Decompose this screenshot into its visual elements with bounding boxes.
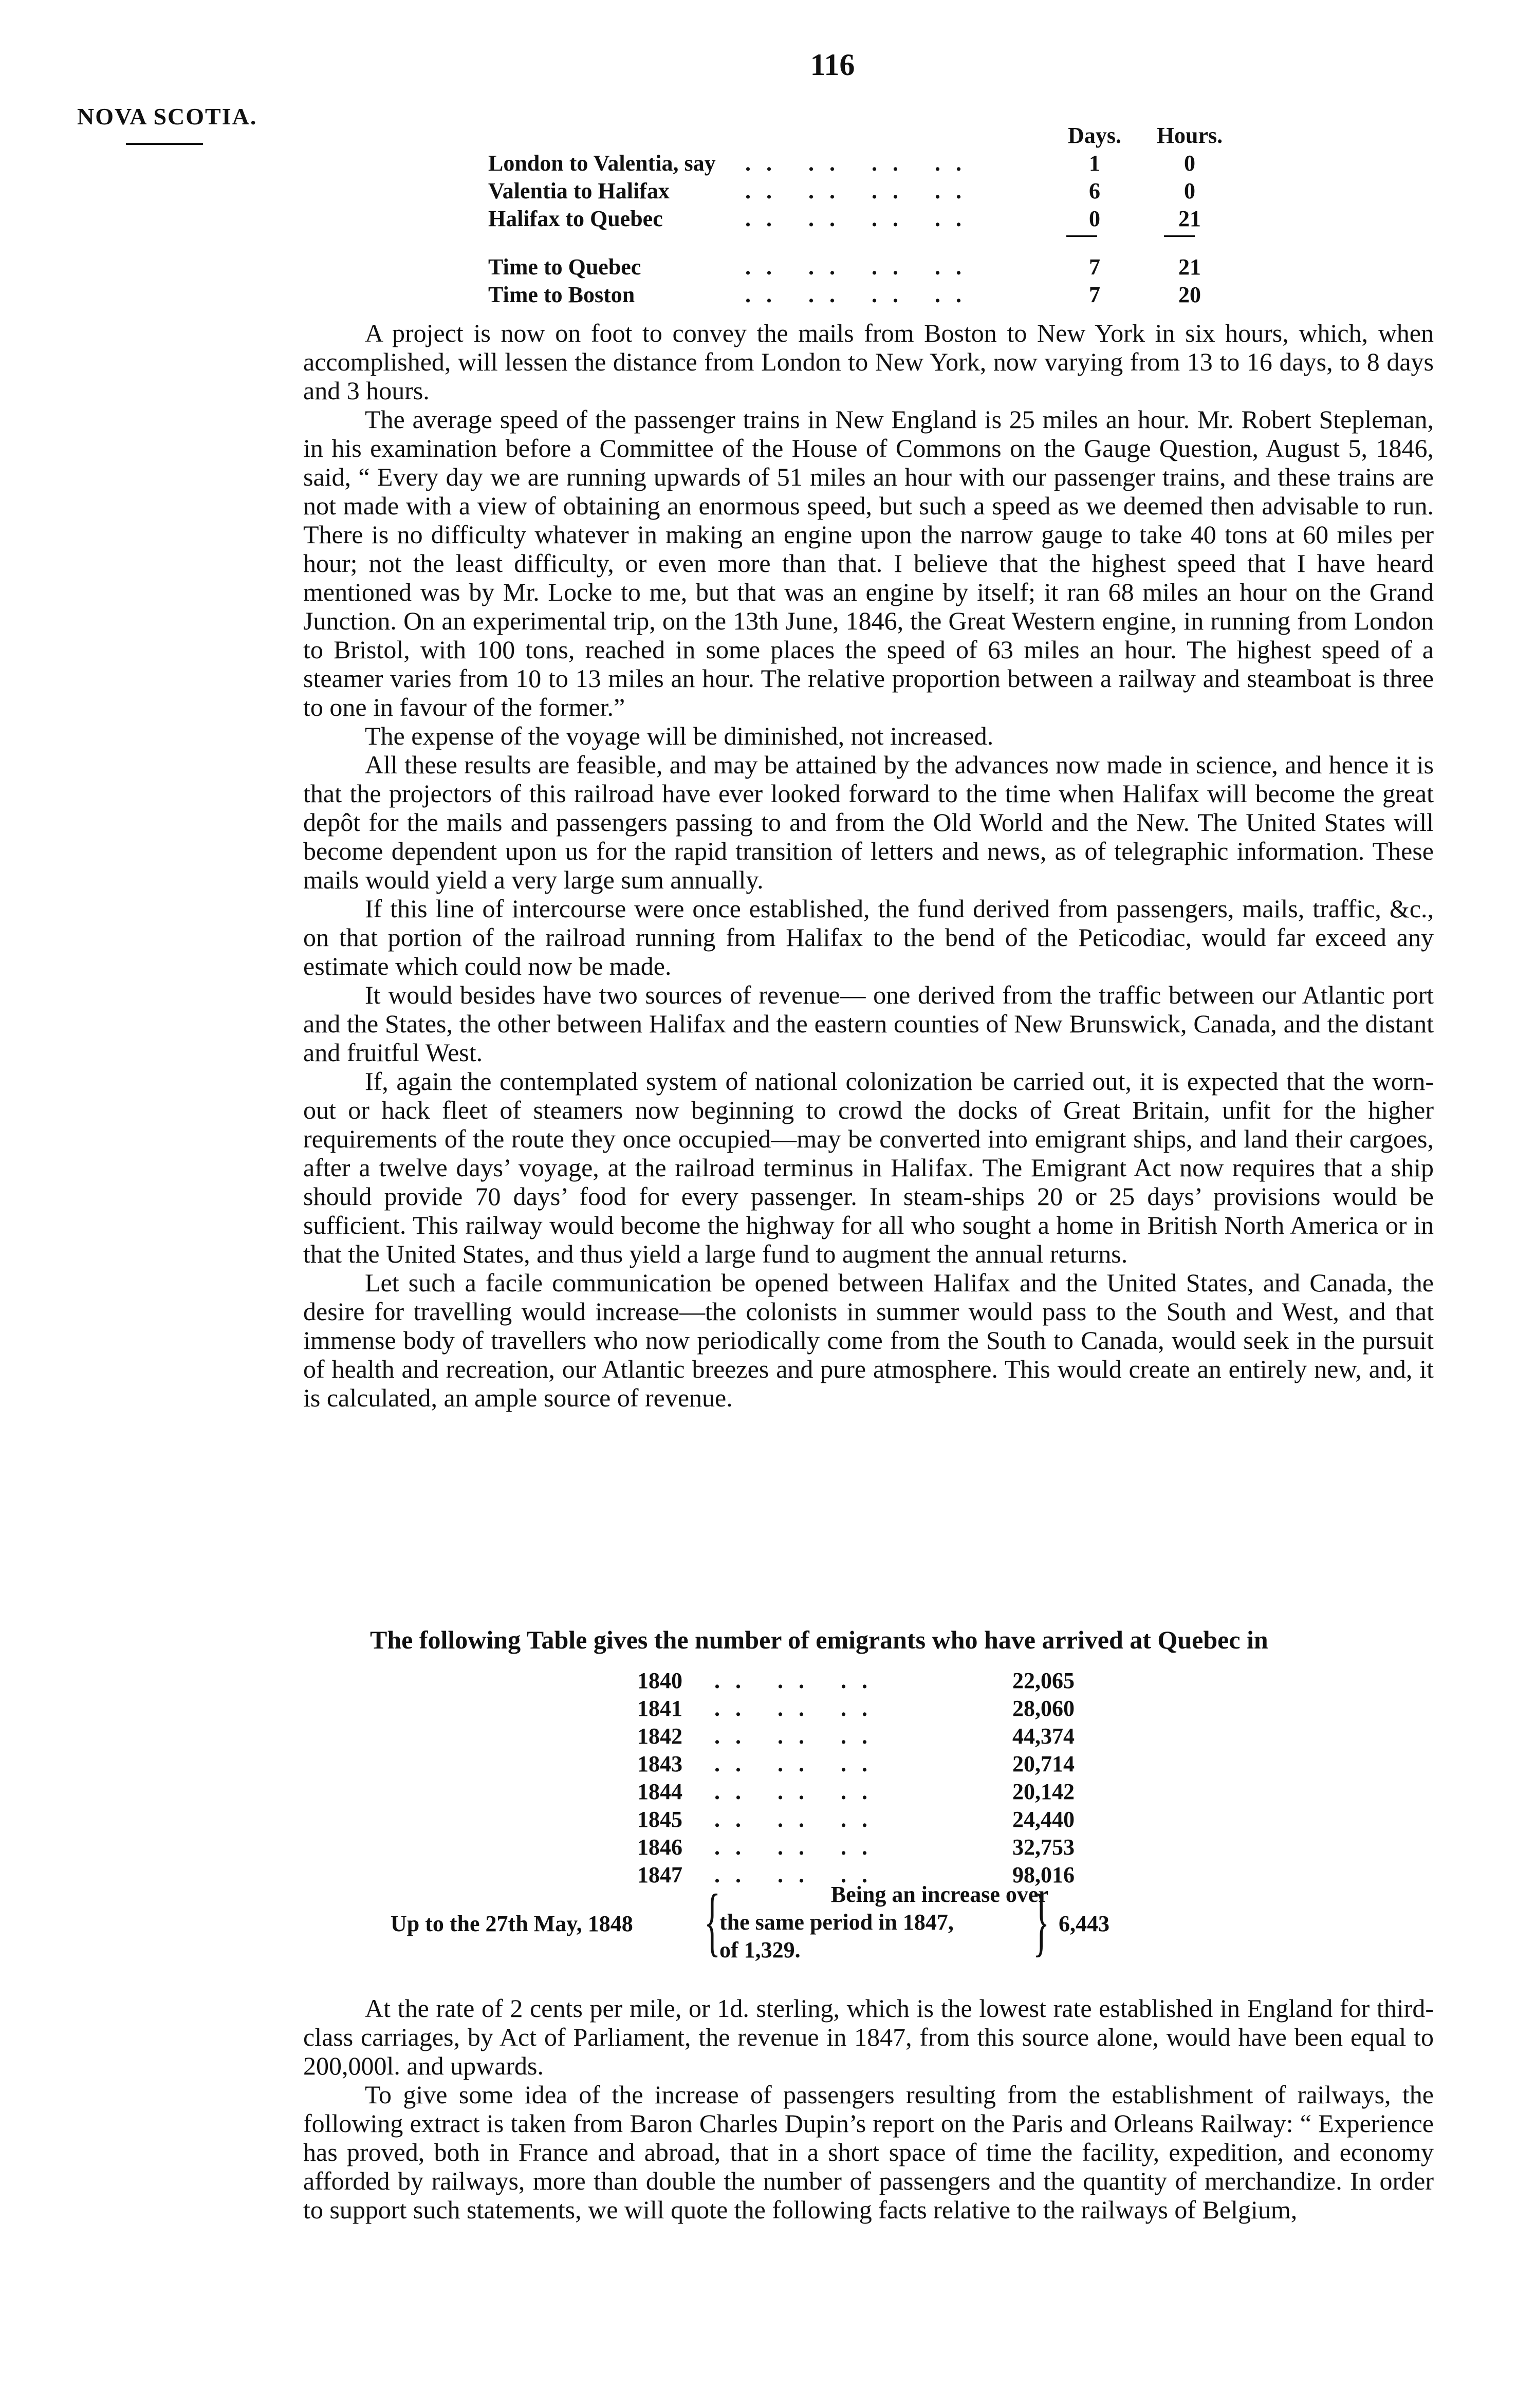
- dot-leader: .. .. ..: [714, 1779, 883, 1804]
- route-label: Time to Quebec: [488, 254, 641, 280]
- travel-table-total-row: [488, 282, 1269, 309]
- paragraph: The expense of the voyage will be diminished, not increased.: [365, 721, 994, 750]
- dot-leader: .. .. .. ..: [745, 206, 977, 231]
- paragraph: At the rate of 2 cents per mile, or 1d. sterling, which is the lowest rate established in England for third-class carriages, by Act of Parliament, the revenue in 1847, from this source alone, would have been equal to 200,000l. and upwards.: [303, 1994, 1434, 2080]
- year: 1841: [637, 1696, 682, 1721]
- emigrant-count: 44,374: [1012, 1724, 1075, 1749]
- travel-table-total-row: [488, 254, 1269, 282]
- paragraph: It would besides have two sources of revenue— one derived from the traffic between our Atlantic port and the States, the other between Halifax and the eastern counties of New Brunswick, Canada, and the distant and fruitful West.: [303, 980, 1434, 1067]
- dot-leader: .. .. .. ..: [745, 254, 977, 280]
- days-total-rule: [1066, 235, 1097, 237]
- year: 1844: [637, 1779, 682, 1804]
- travel-table-gap: [488, 233, 1269, 254]
- paragraph: All these results are feasible, and may be attained by the advances now made in science, and hence it is that the projectors of this railroad have ever looked forward to the time when Halifax will become the great depôt for the mails and passengers passing to and from the Old World and the New. The United States will become dependent upon us for the rapid transition of letters and news, as of telegraphic information. These mails would yield a very large sum annually.: [303, 750, 1434, 894]
- dot-leader: .. .. ..: [714, 1751, 883, 1776]
- year: 1842: [637, 1724, 682, 1749]
- dot-leader: .. .. ..: [714, 1862, 883, 1887]
- hours-total-rule: [1164, 235, 1195, 237]
- travel-table-row: [488, 206, 1269, 233]
- route-label: Time to Boston: [488, 282, 635, 307]
- hours-value: 20: [1178, 282, 1201, 307]
- hours-value: 0: [1184, 178, 1195, 203]
- year: 1847: [637, 1862, 682, 1887]
- dot-leader: .. .. ..: [714, 1668, 883, 1693]
- emigrant-count: 32,753: [1012, 1835, 1075, 1860]
- dot-leader: .. .. ..: [714, 1807, 883, 1832]
- year: 1840: [637, 1668, 682, 1693]
- hours-column-header: Hours.: [1156, 123, 1223, 148]
- days-value: 7: [1089, 282, 1100, 307]
- partial-year-label: Up to the 27th May, 1848: [391, 1911, 633, 1936]
- emigrants-row: [637, 1834, 1202, 1862]
- page-number: 116: [810, 48, 855, 82]
- emigrant-count: 20,142: [1012, 1779, 1075, 1804]
- emigrants-row: [637, 1723, 1202, 1751]
- route-label: Halifax to Quebec: [488, 206, 663, 231]
- right-brace: }: [1032, 1879, 1050, 1964]
- days-value: 7: [1089, 254, 1100, 280]
- increase-note-line: of 1,329.: [719, 1937, 801, 1962]
- dot-leader: .. .. .. ..: [745, 282, 977, 307]
- emigrants-row: [637, 1779, 1202, 1806]
- hours-value: 21: [1178, 206, 1201, 231]
- left-brace: {: [704, 1879, 721, 1964]
- increase-note-line: the same period in 1847,: [719, 1910, 954, 1935]
- route-label: London to Valentia, say: [488, 151, 716, 176]
- body-text: [303, 319, 1434, 1412]
- paragraph: To give some idea of the increase of passengers resulting from the establishment of railways, the following extract is taken from Baron Charles Dupin’s report on the Paris and Orleans Railway: “ Experience has proved, both in France and abroad, that in a short space of time the facility, expedition, and economy afforded by railways, more than double the number of passengers and the quantity of merchandize. In order to support such statements, we will quote the following facts relative to the railways of Belgium,: [303, 2080, 1434, 2224]
- emigrant-count: 20,714: [1012, 1751, 1075, 1776]
- days-value: 0: [1089, 206, 1100, 231]
- emigrants-row: [637, 1751, 1202, 1779]
- dot-leader: .. .. ..: [714, 1696, 883, 1721]
- dot-leader: .. .. .. ..: [745, 151, 977, 176]
- travel-time-table: [488, 122, 1269, 309]
- dot-leader: .. .. .. ..: [745, 178, 977, 203]
- hours-value: 0: [1184, 151, 1195, 176]
- increase-note: [719, 1881, 1048, 1964]
- days-value: 6: [1089, 178, 1100, 203]
- emigrants-table: [637, 1668, 1202, 1890]
- paragraph: A project is now on foot to convey the mails from Boston to New York in six hours, which, when accomplished, will lessen the distance from London to New York, now varying from 13 to 16 days, to 8 days and 3 hours.: [303, 319, 1434, 405]
- route-label: Valentia to Halifax: [488, 178, 670, 203]
- days-column-header: Days.: [1068, 123, 1121, 148]
- travel-table-row: [488, 178, 1269, 206]
- emigrants-partial-year-row: [391, 1881, 1316, 1968]
- body-text-continued: [303, 1994, 1434, 2224]
- emigrant-count: 28,060: [1012, 1696, 1075, 1721]
- emigrants-row: [637, 1668, 1202, 1695]
- dot-leader: .. .. ..: [714, 1724, 883, 1749]
- hours-value: 21: [1178, 254, 1201, 280]
- side-heading: NOVA SCOTIA.: [77, 103, 257, 129]
- paragraph: If this line of intercourse were once established, the fund derived from passengers, mails, traffic, &c., on that portion of the railroad running from Halifax to the bend of the Peticodiac, would far exceed any estimate which could now be made.: [303, 894, 1434, 980]
- year: 1843: [637, 1751, 682, 1776]
- emigrant-count: 24,440: [1012, 1807, 1075, 1832]
- emigrants-table-intro: The following Table gives the number of emigrants who have arrived at Quebec in: [370, 1625, 1268, 1654]
- paragraph: If, again the contemplated system of national colonization be carried out, it is expected that the worn-out or hack fleet of steamers now beginning to crowd the docks of Great Britain, unfit for the higher requirements of the route they once occupied—may be converted into emigrant ships, and land their cargoes, after a twelve days’ voyage, at the railroad terminus in Halifax. The Emigrant Act now requires that a ship should provide 70 days’ food for every passenger. In steam-ships 20 or 25 days’ provisions would be sufficient. This railway would become the highway for all who sought a home in British North America or in that the United States, and thus yield a large fund to augment the annual returns.: [303, 1067, 1434, 1268]
- travel-table-row: [488, 150, 1269, 178]
- increase-note-line: Being an increase over: [830, 1882, 1048, 1907]
- emigrant-count: 22,065: [1012, 1668, 1075, 1693]
- year: 1845: [637, 1807, 682, 1832]
- dot-leader: .. .. ..: [714, 1835, 883, 1860]
- side-heading-rule: [126, 143, 203, 145]
- days-value: 1: [1089, 151, 1100, 176]
- emigrant-count: 6,443: [1059, 1911, 1109, 1936]
- paragraph: Let such a facile communication be opened between Halifax and the United States, and Canada, the desire for travelling would increase—the colonists in summer would pass to the South and West, and that immense body of travellers who now periodically come from the South to Canada, would seek in the pursuit of health and recreation, our Atlantic breezes and pure atmosphere. This would create an entirely new, and, it is calculated, an ample source of revenue.: [303, 1268, 1434, 1412]
- year: 1846: [637, 1835, 682, 1860]
- paragraph: The average speed of the passenger trains in New England is 25 miles an hour. Mr. Robert Stepleman, in his examination before a Committee of the House of Commons on the Gauge Question, August 5, 1846, said, “ Every day we are running upwards of 51 miles an hour with our passenger trains, and these trains are not made with a view of obtaining an enormous speed, but such a speed as we deemed then advisable to run. There is no difficulty whatever in making an engine upon the narrow gauge to take 40 tons at 60 miles per hour; not the least difficulty, or even more than that. I believe that the highest speed that I have heard mentioned was by Mr. Locke to me, but that was an engine by itself; it ran 68 miles an hour on the Grand Junction. On an experimental trip, on the 13th June, 1846, the Great Western engine, in running from London to Bristol, with 100 tons, reached in some places the speed of 63 miles an hour. The highest speed of a steamer varies from 10 to 13 miles an hour. The relative proportion between a railway and steamboat is three to one in favour of the former.”: [303, 405, 1434, 721]
- emigrants-row: [637, 1695, 1202, 1723]
- emigrants-row: [637, 1806, 1202, 1834]
- travel-table-header: [488, 122, 1269, 150]
- emigrant-count: 98,016: [1012, 1862, 1075, 1887]
